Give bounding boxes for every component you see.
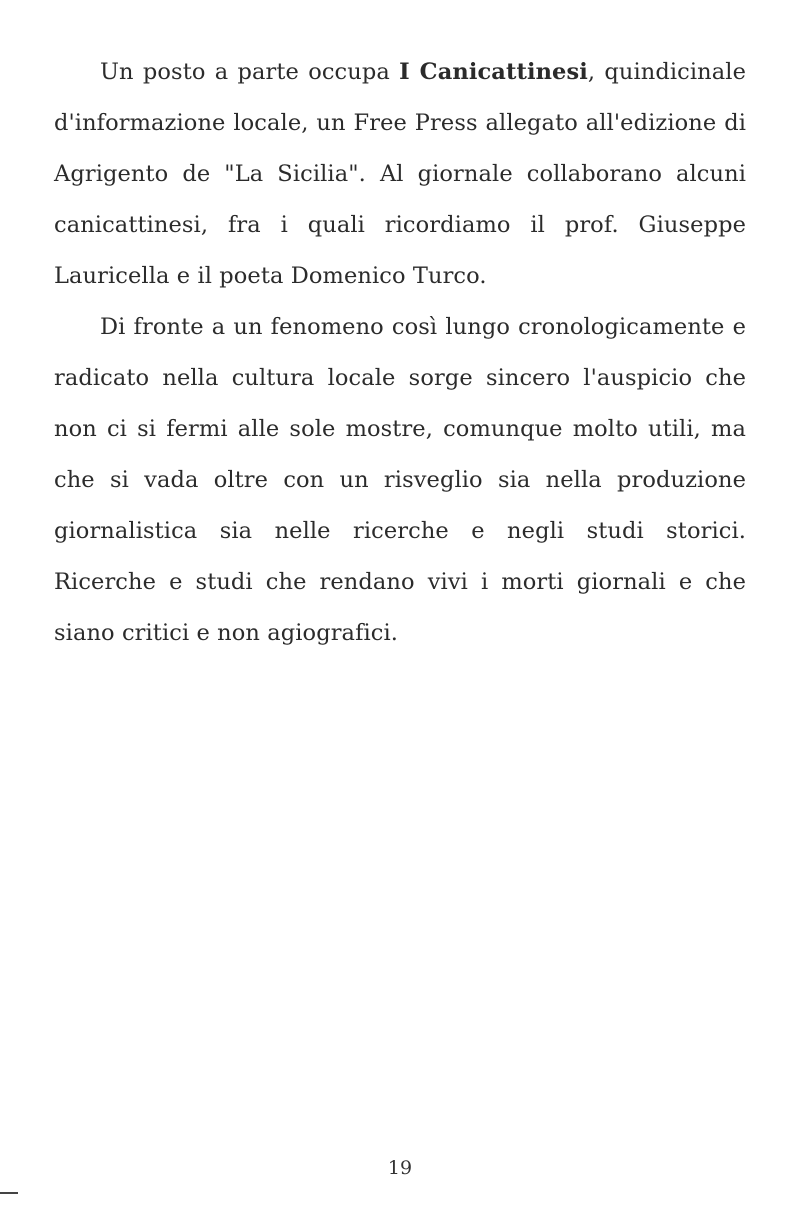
page-number: 19 (387, 1157, 413, 1179)
scan-edge-mark (0, 1192, 18, 1194)
newspaper-title: I Canicattinesi (399, 59, 588, 85)
paragraph-1 (54, 47, 746, 302)
paragraph-1-rest: , quindicinale d'informazione locale, un Free Press allegato all'edizione di Agrigento de "La Sicilia". Al giornale collaborano alcuni canicattinesi, fra i quali ricordiamo il prof. Giuseppe Lauricella e il poeta Domenico Turco. (54, 59, 746, 289)
paragraph-1-intro: Un posto a parte occupa (100, 59, 400, 85)
body-text (54, 47, 746, 659)
paragraph-2: Di fronte a un fenomeno così lungo cronologicamente e radicato nella cultura locale sorge sincero l'auspicio che non ci si fermi alle sole mostre, comunque molto utili, ma che si vada oltre con un risveglio sia nella produzione giornalistica sia nelle ricerche e negli studi storici. Ricerche e studi che rendano vivi i morti giornali e che siano critici e non agiografici. (54, 314, 746, 646)
